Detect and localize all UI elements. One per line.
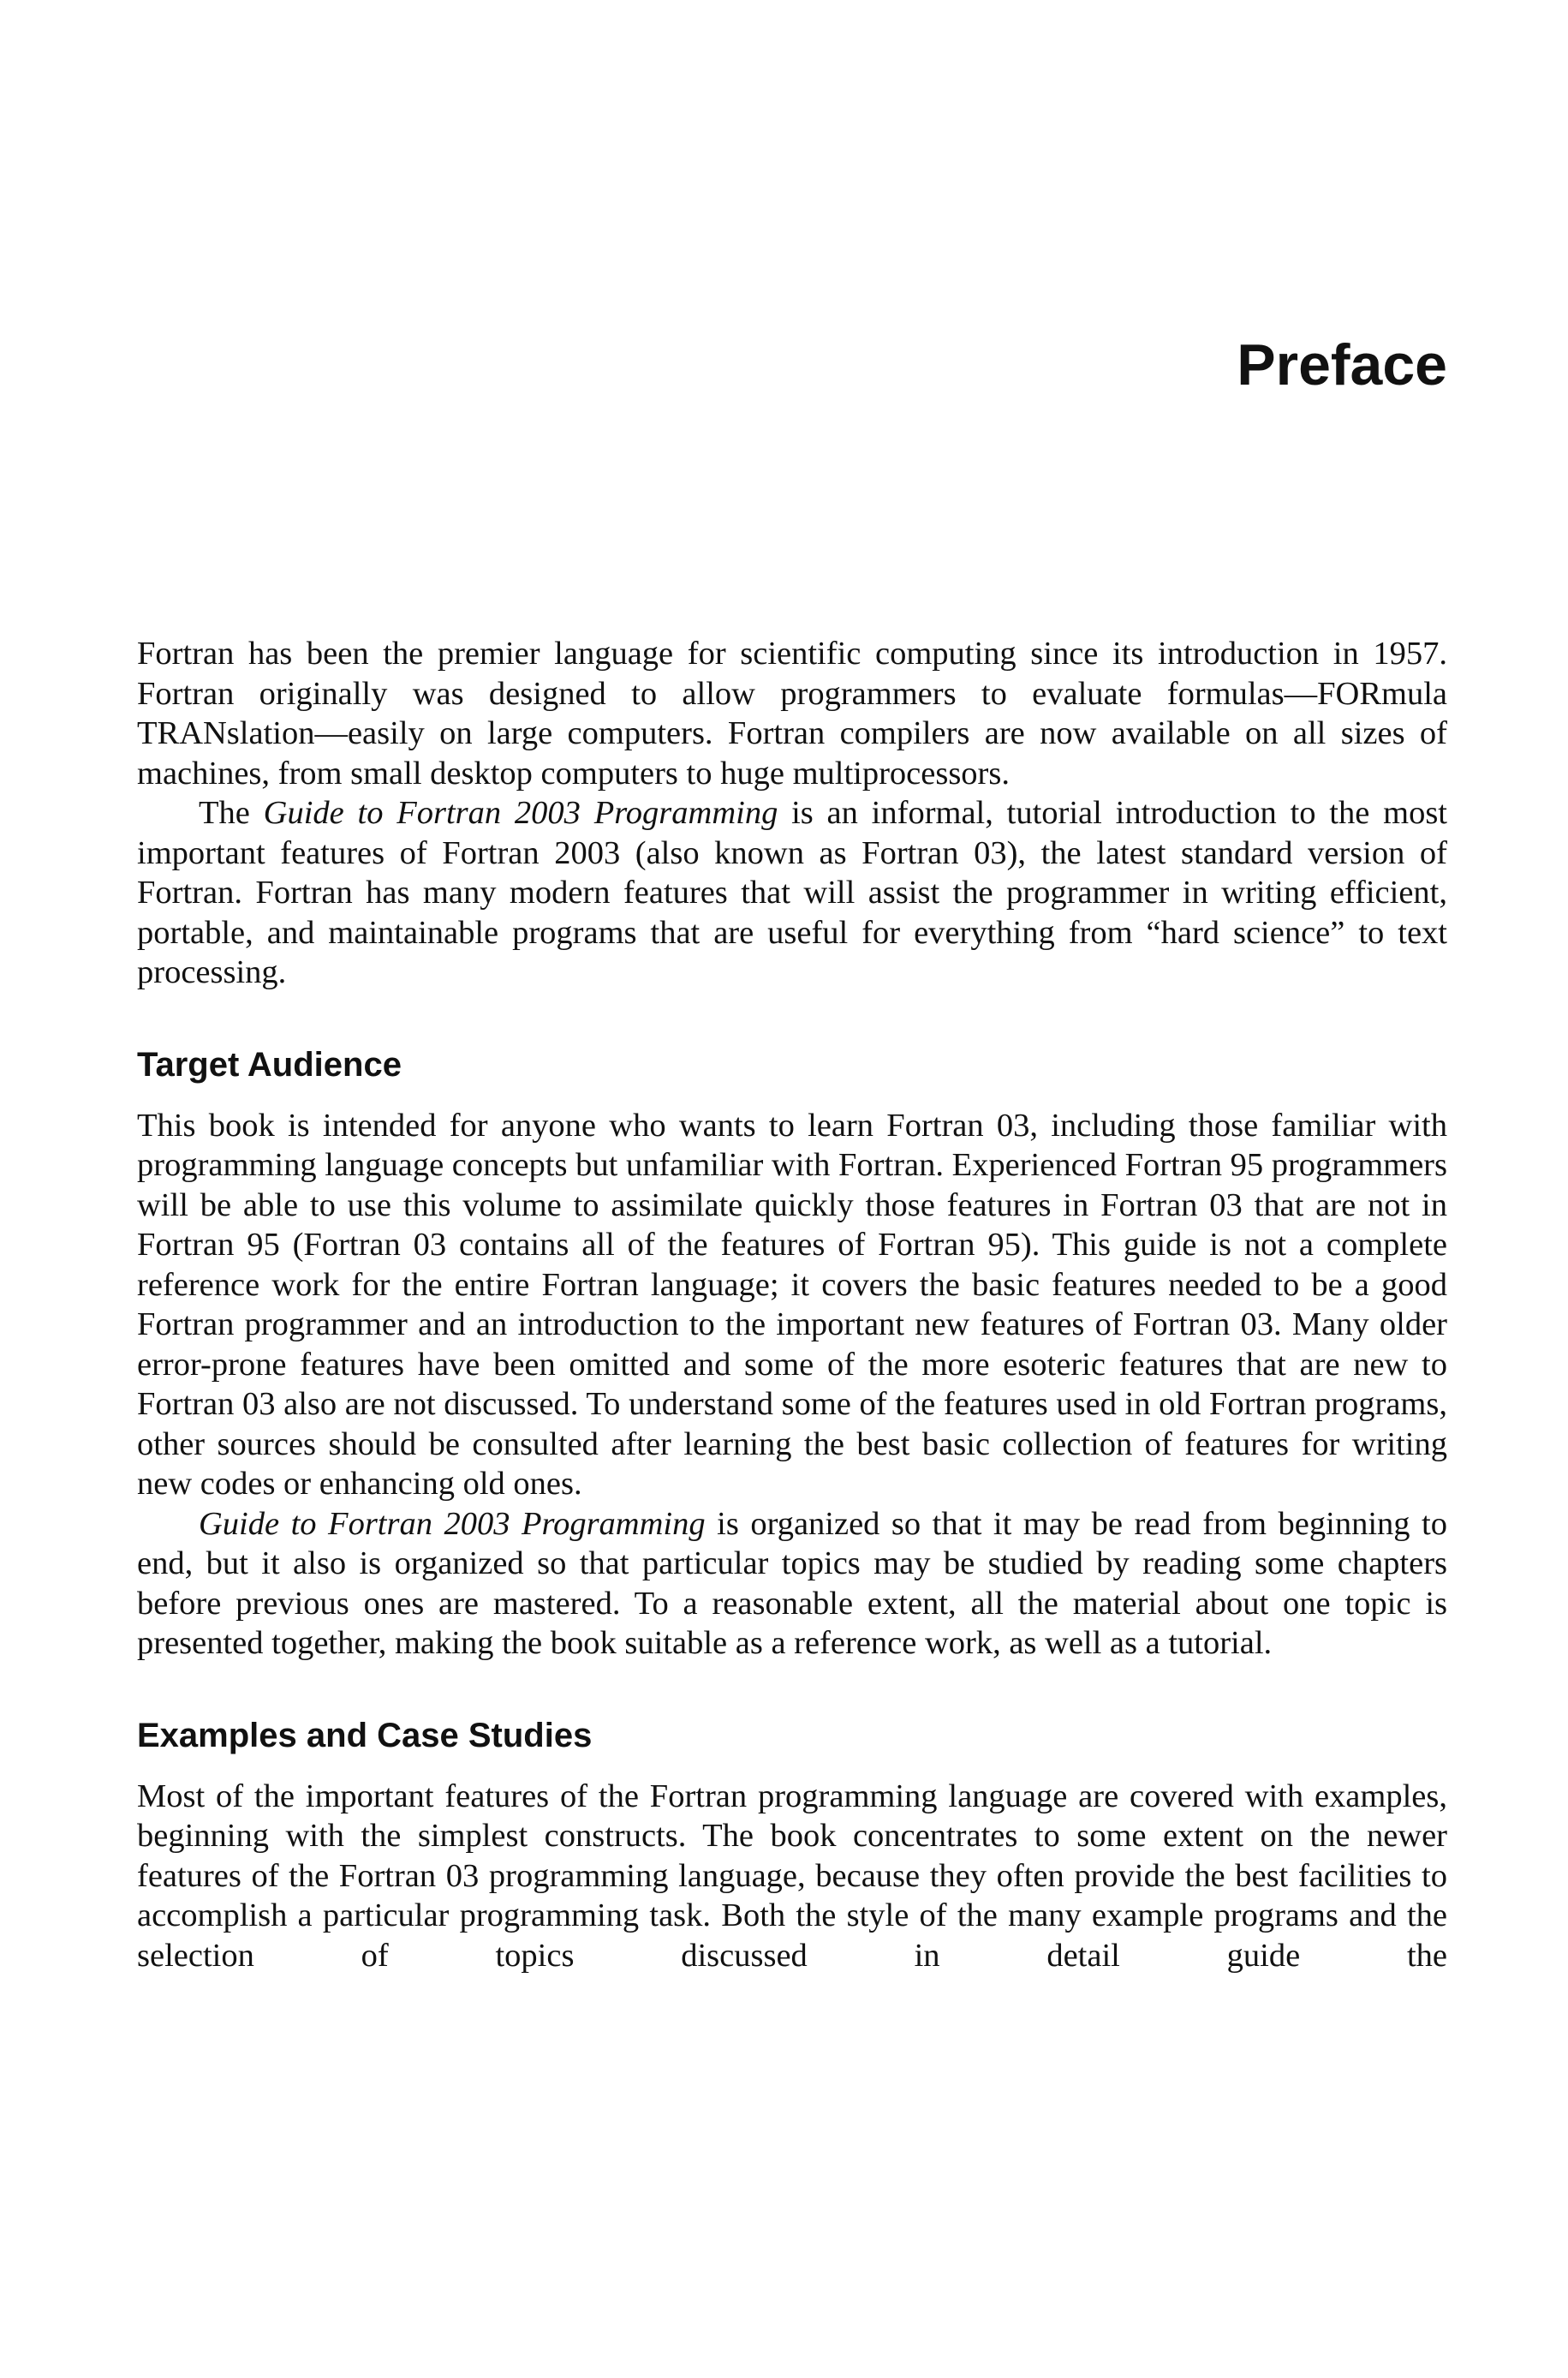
section-heading-target-audience: Target Audience bbox=[137, 1045, 402, 1084]
intro-paragraph-2-rest: is an informal, tutorial introduction to the most important features of Fortran 2003 (also known as Fortran 03), the latest standard version of Fortran. Fortran has many modern features that will assist the programmer in writing efficient, portable, and maintainable programs that are useful for everything from “hard science” to text processing. bbox=[137, 795, 1447, 990]
page-body bbox=[137, 634, 1447, 1975]
book-title-italic: Guide to Fortran 2003 Programming bbox=[263, 795, 778, 831]
examples-paragraph-1: Most of the important features of the Fortran programming language are covered with examples, beginning with the simplest constructs. The book concentrates to some extent on the newer features of the Fortran 03 programming language, because they often provide the best facilities to accomplish a particular programming task. Both the style of the many example programs and the selection of topics discussed in detail guide the bbox=[137, 1778, 1447, 1974]
target-audience-paragraph-1: This book is intended for anyone who wants to learn Fortran 03, including those familiar with programming language concepts but unfamiliar with Fortran. Experienced Fortran 95 programmers will be able to use this volume to assimilate quickly those features in Fortran 03 that are not in Fortran 95 (Fortran 03 contains all of the features of Fortran 95). This guide is not a complete reference work for the entire Fortran language; it covers the basic features needed to be a good Fortran programmer and an introduction to the important new features of Fortran 03. Many older error-prone features have been omitted and some of the more esoteric features that are new to Fortran 03 also are not discussed. To understand some of the features used in old Fortran programs, other sources should be consulted after learning the best basic collection of features for writing new codes or enhancing old ones. bbox=[137, 1107, 1447, 1502]
target-audience-paragraph-2-rest: is organized so that it may be read from beginning to end, but it also is organized so that particular topics may be studied by reading some chapters before previous ones are mastered. To a reasonable extent, all the material about one topic is presented together, making the book suitable as a reference work, as well as a tutorial. bbox=[137, 1505, 1447, 1661]
intro-paragraph-1: Fortran has been the premier language for scientific computing since its introduction in 1957. Fortran originally was designed to allow programmers to evaluate formulas—FORmula TRANslation—easily on large computers. Fortran compilers are now available on all sizes of machines, from small desktop computers to huge multiprocessors. bbox=[137, 636, 1447, 792]
section-heading-examples: Examples and Case Studies bbox=[137, 1716, 593, 1754]
target-audience-paragraph-2 bbox=[137, 1504, 1447, 1664]
chapter-title: Preface bbox=[1237, 332, 1447, 397]
book-page bbox=[137, 0, 1447, 2378]
book-title-italic: Guide to Fortran 2003 Programming bbox=[199, 1505, 706, 1542]
intro-paragraph-2 bbox=[137, 793, 1447, 993]
intro-paragraph-2-lead: The bbox=[199, 795, 264, 831]
